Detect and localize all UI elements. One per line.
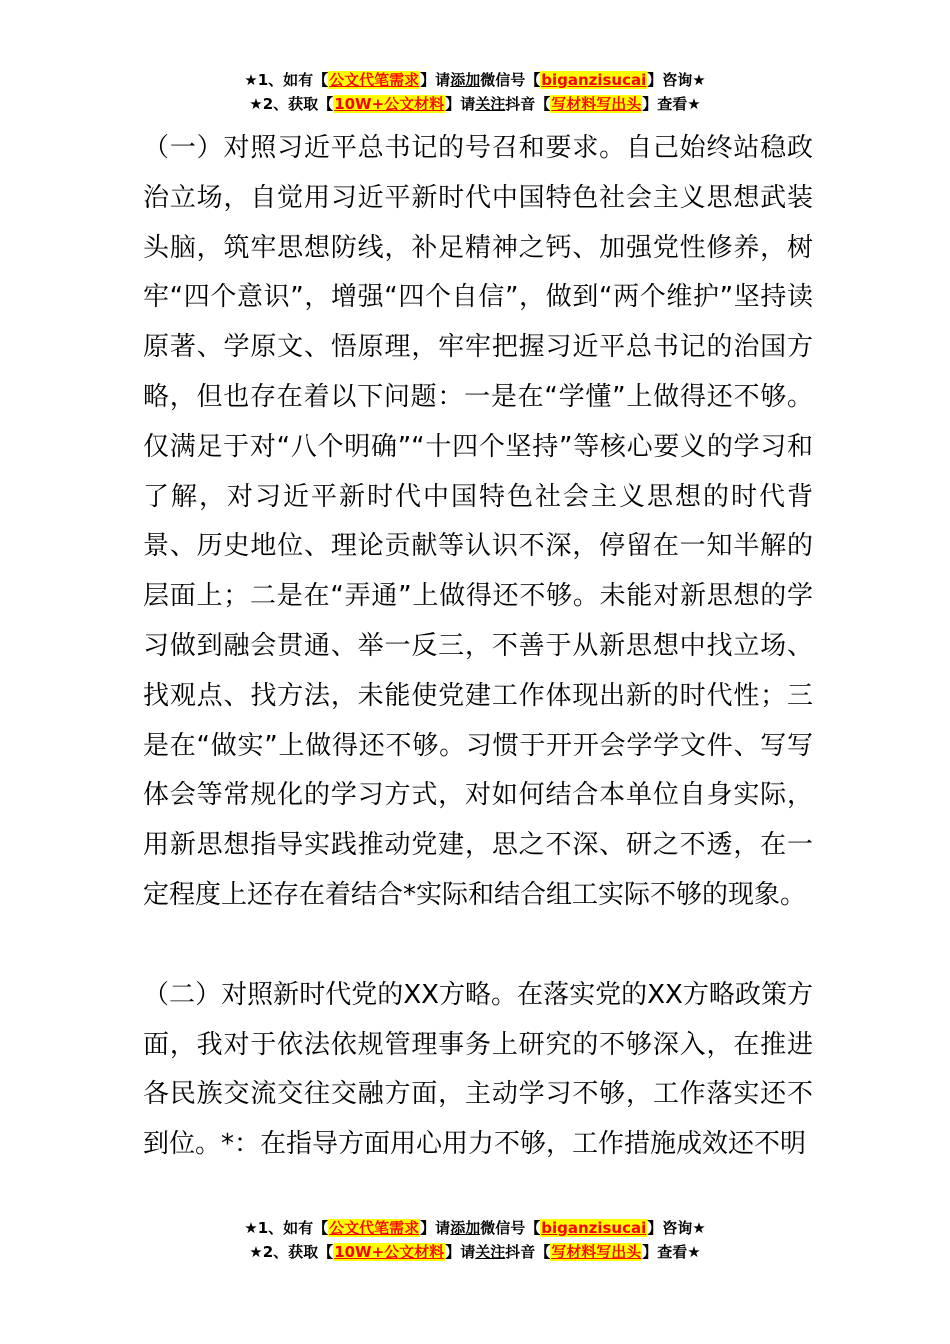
banner-underlined: 关注 bbox=[475, 1243, 506, 1261]
banner-underlined: 添加 bbox=[450, 71, 481, 89]
banner-text: ★1、如有【 bbox=[244, 71, 329, 89]
banner-highlight: 写材料写出头 bbox=[551, 1243, 642, 1261]
banner-highlight: 10W+公文材料 bbox=[334, 1243, 445, 1261]
banner-text: 】查看★ bbox=[642, 95, 701, 113]
banner-text: 】请 bbox=[445, 95, 476, 113]
banner-text: ★2、获取【 bbox=[249, 95, 334, 113]
paragraph-1: （一）对照习近平总书记的号召和要求。自己始终站稳政治立场，自觉用习近平新时代中国特色社会主义思想武装头脑，筑牢思想防线，补足精神之钙、加强党性修养，树牢“四个意识”，增强“四个自信”，做到“两个维护”坚持读原著、学原文、悟原理，牢牢把握习近平总书记的治国方略，但也存在着以下问题：一是在“学懂”上做得还不够。仅满足于对“八个明确”“十四个坚持”等核心要义的学习和了解，对习近平新时代中国特色社会主义思想的时代背景、历史地位、理论贡献等认识不深，停留在一知半解的层面上；二是在“弄通”上做得还不够。未能对新思想的学习做到融会贯通、举一反三，不善于从新思想中找立场、找观点、找方法，未能使党建工作体现出新的时代性；三是在“做实”上做得还不够。习惯于开开会学学文件、写写体会等常规化的学习方式，对如何结合本单位自身实际，用新思想指导实践推动党建，思之不深、研之不透，在一定程度上还存在着结合*实际和结合组工实际不够的现象。 bbox=[143, 133, 813, 910]
banner-underlined: 关注 bbox=[475, 95, 506, 113]
paragraph-2: （二）对照新时代党的XX方略。在落实党的XX方略政策方面，我对于依法依规管理事务上研究的不够深入，在推进各民族交流交往交融方面，主动学习不够，工作落实还不到位。*：在指导方面用心用力不够，工作措施成效还不明 bbox=[143, 979, 813, 1160]
banner-text: 微信号【 bbox=[480, 71, 541, 89]
banner-text: 微信号【 bbox=[480, 1219, 541, 1237]
banner-text: 】请 bbox=[445, 1243, 476, 1261]
banner-highlight: 公文代笔需求 bbox=[329, 1219, 420, 1237]
banner-highlight: 写材料写出头 bbox=[551, 95, 642, 113]
banner-line-2 bbox=[0, 92, 950, 116]
banner-text: 】请 bbox=[420, 1219, 451, 1237]
banner-text: 】查看★ bbox=[642, 1243, 701, 1261]
paragraph-spacer bbox=[143, 921, 813, 971]
banner-text: 】请 bbox=[420, 71, 451, 89]
banner-line-1 bbox=[0, 1216, 950, 1240]
banner-line-2 bbox=[0, 1240, 950, 1264]
banner-highlight: 公文代笔需求 bbox=[329, 71, 420, 89]
header-banner bbox=[0, 68, 950, 116]
banner-text: 抖音【 bbox=[505, 1243, 551, 1261]
banner-highlight: biganzisucai bbox=[541, 1219, 647, 1237]
banner-text: ★1、如有【 bbox=[244, 1219, 329, 1237]
banner-text: ★2、获取【 bbox=[249, 1243, 334, 1261]
banner-text: 】咨询★ bbox=[647, 71, 706, 89]
banner-text: 抖音【 bbox=[505, 95, 551, 113]
banner-highlight: biganzisucai bbox=[541, 71, 647, 89]
banner-highlight: 10W+公文材料 bbox=[334, 95, 445, 113]
banner-line-1 bbox=[0, 68, 950, 92]
document-body bbox=[143, 124, 813, 1170]
footer-banner bbox=[0, 1216, 950, 1264]
banner-underlined: 添加 bbox=[450, 1219, 481, 1237]
banner-text: 】咨询★ bbox=[647, 1219, 706, 1237]
